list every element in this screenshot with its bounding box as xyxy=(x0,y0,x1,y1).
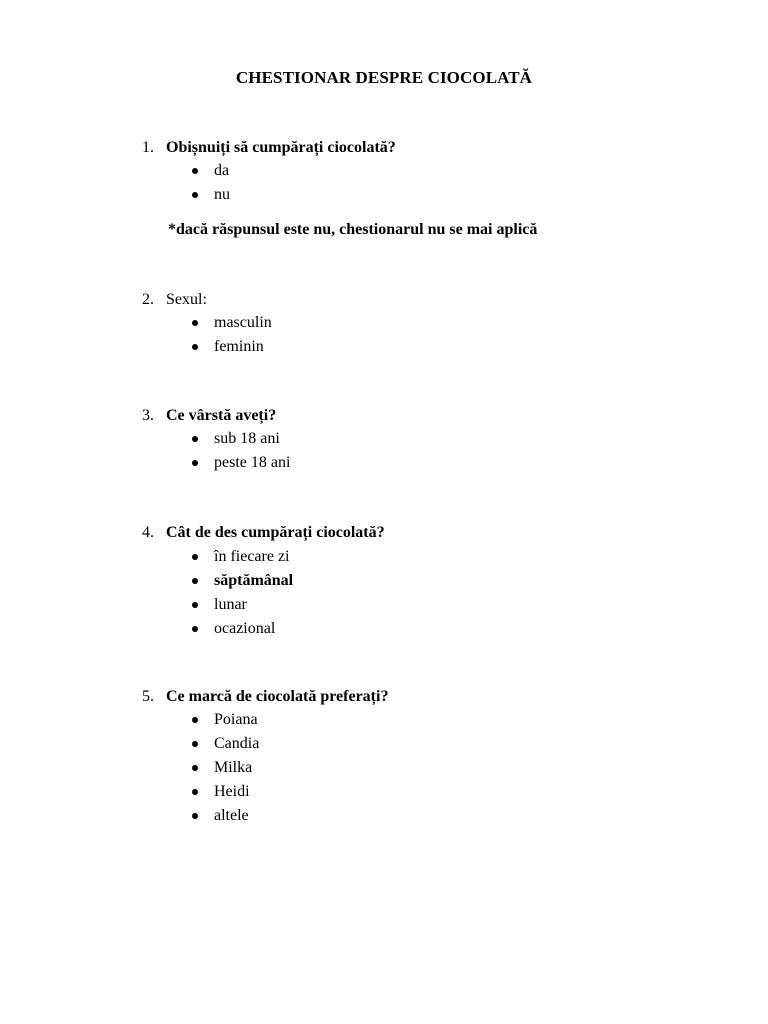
option-label: în fiecare zi xyxy=(214,548,290,565)
question-2-options xyxy=(190,311,272,359)
bullet-icon xyxy=(192,578,198,584)
question-text: Sexul: xyxy=(166,291,207,308)
option-label: sub 18 ani xyxy=(214,430,280,447)
bullet-icon xyxy=(192,554,198,560)
bullet-icon xyxy=(192,626,198,632)
option-label: Heidi xyxy=(214,783,250,800)
option-label: săptămânal xyxy=(214,572,294,589)
bullet-icon xyxy=(192,789,198,795)
question-5 xyxy=(142,688,388,706)
option-item xyxy=(190,804,259,828)
option-label: masculin xyxy=(214,314,272,331)
option-item xyxy=(190,756,259,780)
option-label: lunar xyxy=(214,596,247,613)
option-label: feminin xyxy=(214,338,264,355)
option-item xyxy=(190,311,272,335)
option-item xyxy=(190,335,272,359)
option-item xyxy=(190,617,293,641)
note: *dacă răspunsul este nu, chestionarul nu se mai aplică xyxy=(168,221,538,238)
option-item xyxy=(190,732,259,756)
option-item xyxy=(190,427,290,451)
question-1-options xyxy=(190,159,230,207)
bullet-icon xyxy=(192,460,198,466)
question-2 xyxy=(142,291,207,309)
question-number: 1. xyxy=(142,139,154,156)
bullet-icon xyxy=(192,344,198,350)
bullet-icon xyxy=(192,813,198,819)
option-item xyxy=(190,569,293,593)
bullet-icon xyxy=(192,320,198,326)
document-title: CHESTIONAR DESPRE CIOCOLATĂ xyxy=(235,68,533,87)
question-5-options xyxy=(190,708,259,828)
question-text: Ce marcă de ciocolată preferați? xyxy=(166,688,389,705)
option-item xyxy=(190,183,230,207)
bullet-icon xyxy=(192,168,198,174)
option-label: ocazional xyxy=(214,620,276,637)
option-item xyxy=(190,451,290,475)
option-item xyxy=(190,708,259,732)
bullet-icon xyxy=(192,192,198,198)
option-label: altele xyxy=(214,807,249,824)
option-label: nu xyxy=(214,186,230,203)
question-4-options xyxy=(190,545,293,641)
option-item xyxy=(190,159,230,183)
bullet-icon xyxy=(192,717,198,723)
question-text: Cât de des cumpărați ciocolată? xyxy=(166,524,385,541)
option-label: Candia xyxy=(214,735,260,752)
option-label: Poiana xyxy=(214,711,258,728)
bullet-icon xyxy=(192,765,198,771)
question-3-options xyxy=(190,427,290,475)
bullet-icon xyxy=(192,741,198,747)
question-number: 5. xyxy=(142,688,154,705)
question-3 xyxy=(142,407,276,425)
question-text: Ce vârstă aveți? xyxy=(166,407,277,424)
question-1 xyxy=(142,139,396,157)
question-text: Obișnuiți să cumpărați ciocolată? xyxy=(166,139,396,156)
option-label: Milka xyxy=(214,759,253,776)
option-item xyxy=(190,593,293,617)
option-label: peste 18 ani xyxy=(214,454,291,471)
question-number: 4. xyxy=(142,524,154,541)
option-item xyxy=(190,780,259,804)
option-item xyxy=(190,545,293,569)
bullet-icon xyxy=(192,602,198,608)
question-number: 2. xyxy=(142,291,154,308)
question-number: 3. xyxy=(142,407,154,424)
question-4 xyxy=(142,524,385,542)
option-label: da xyxy=(214,162,230,179)
bullet-icon xyxy=(192,436,198,442)
